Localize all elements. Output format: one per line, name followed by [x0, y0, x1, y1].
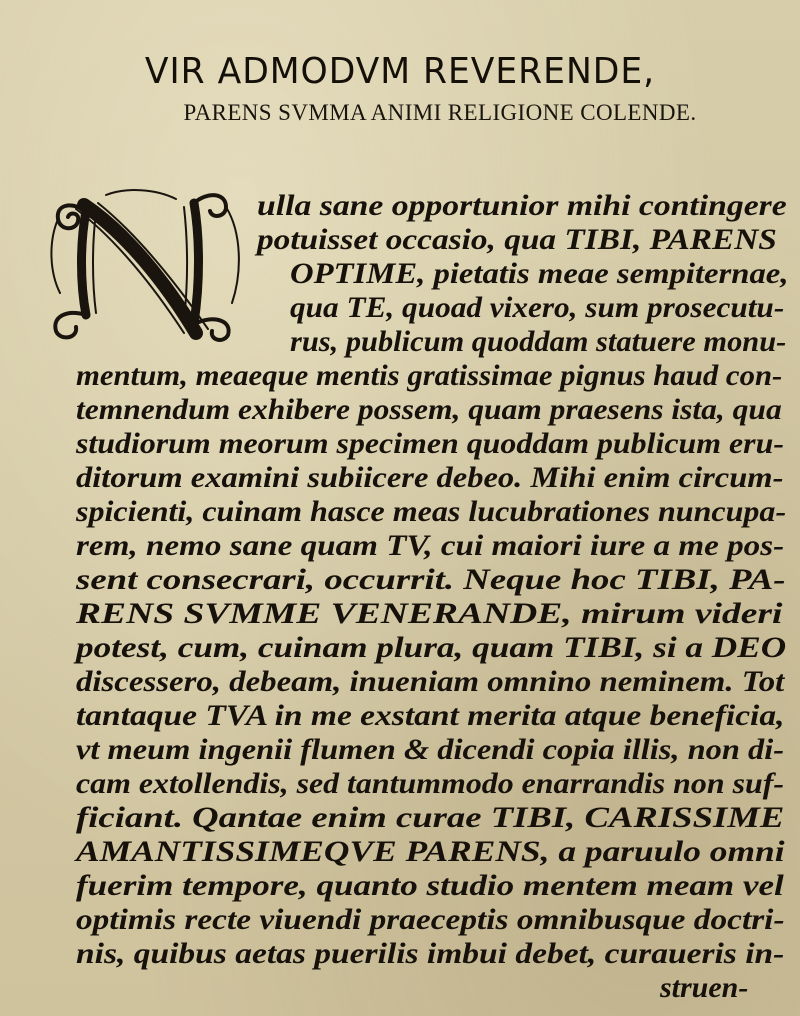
text-line: temnendum exhibere possem, quam praesens ista, qua	[76, 393, 782, 426]
text-line: nis, quibus aetas puerilis imbui debet, curaueris in-	[76, 937, 785, 970]
text-line: studiorum meorum specimen quoddam publicum eru-	[76, 427, 784, 460]
text-line: ulla sane opportunior mihi contingere	[257, 189, 787, 222]
text-line: RENS SVMME VENERANDE, mirum videri	[76, 597, 783, 630]
text-line: ditorum examini subiicere debeo. Mihi enim circum-	[76, 461, 784, 494]
page-title: VIR ADMODVM REVERENDE,	[144, 51, 656, 92]
text-line: ficiant. Qantae enim curae TIBI, CARISSIME	[76, 801, 785, 834]
text-line: vt meum ingenii flumen & dicendi copia illis, non di-	[76, 733, 785, 766]
text-line: sent consecrari, occurrit. Neque hoc TIBI, PA-	[76, 563, 786, 596]
text-line: discessero, debeam, inueniam omnino neminem. Tot	[76, 665, 785, 698]
text-line: qua TE, quoad vixero, sum prosecutu-	[290, 291, 785, 324]
text-line: potuisset occasio, qua TIBI, PARENS	[257, 223, 777, 256]
text-line: AMANTISSIMEQVE PARENS, a paruulo omni	[76, 835, 785, 868]
page-subtitle: PARENS SVMMA ANIMI RELIGIONE COLENDE.	[183, 100, 697, 125]
text-line: mentum, meaeque mentis gratissimae pignus haud con-	[76, 359, 783, 392]
text-line: cam extollendis, sed tantummodo enarrandis non suf-	[76, 767, 784, 800]
text-line: tantaque TVA in me exstant merita atque beneficia,	[76, 699, 785, 732]
text-line: fuerim tempore, quanto studio mentem meam vel	[76, 869, 784, 902]
text-line: spicienti, cuinam hasce meas lucubrationes nuncupa-	[76, 495, 787, 528]
text-line: rem, nemo sane quam TV, cui maiori iure a me pos-	[76, 529, 785, 562]
catchword: struen-	[660, 971, 749, 1004]
drop-cap-ornament	[46, 183, 256, 343]
text-line: OPTIME, pietatis meae sempiternae,	[290, 257, 789, 290]
text-line: optimis recte viuendi praeceptis omnibusque doctri-	[76, 903, 785, 936]
text-line: rus, publicum quoddam statuere monu-	[290, 325, 787, 358]
text-line: potest, cum, cuinam plura, quam TIBI, si a DEO	[76, 631, 787, 664]
